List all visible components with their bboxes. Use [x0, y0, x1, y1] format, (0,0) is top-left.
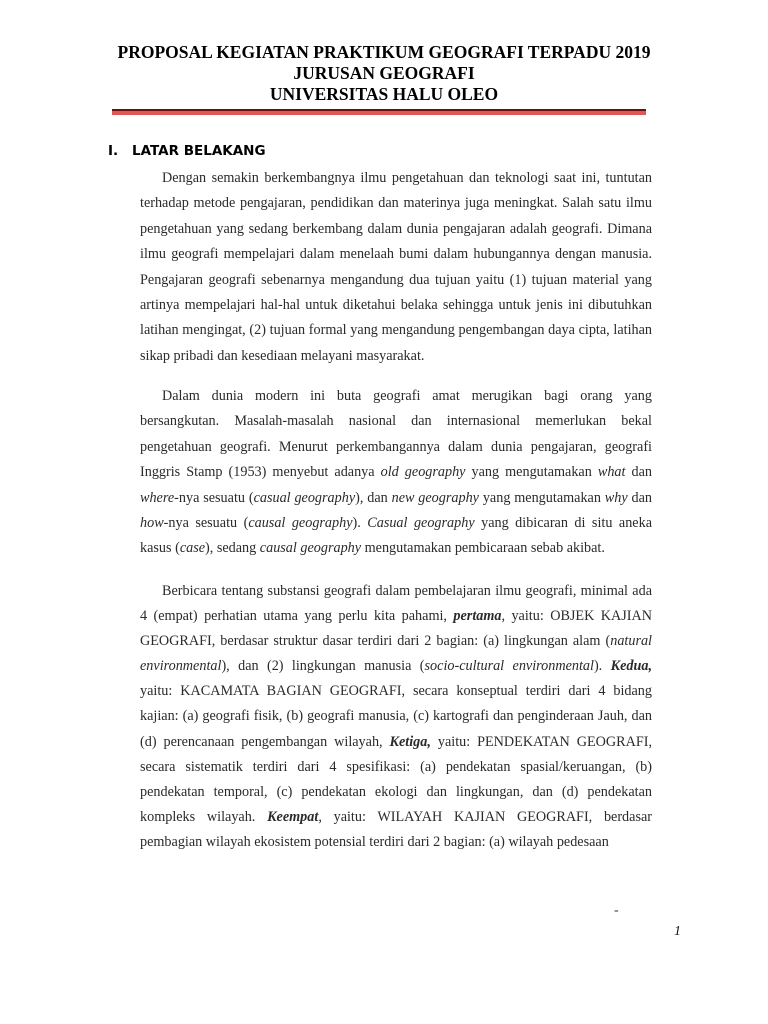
paragraph-text-run: , yaitu: OBJEK KAJIAN GEOGRAFI, berdasar struktur dasar terdiri dari 2 bagian: (a) lingkungan alam ( [140, 608, 652, 650]
paragraph-text-run: case [179, 540, 206, 557]
paragraph-text-run: where [140, 489, 175, 506]
paragraph-modern-world [140, 384, 652, 562]
footer-mark: - [614, 903, 619, 918]
paragraph-text-run: new geography [391, 489, 479, 506]
paragraph-text-run: ), sedang [205, 540, 260, 557]
paragraph-text-run: Ketiga, [389, 733, 431, 750]
paragraph-text-run: what [597, 464, 626, 481]
paragraph-text-run: yang dibicaran di situ aneka kasus ( [140, 515, 652, 557]
paragraph-text-run: Keempat [267, 808, 319, 825]
paragraph-text-run: dan [627, 489, 652, 506]
document-title: PROPOSAL KEGIATAN PRAKTIKUM GEOGRAFI TERPADU 2019 [117, 42, 651, 62]
paragraph-text-run: Dalam dunia modern ini buta geografi amat merugikan bagi orang yang bersangkutan. Masalah-masalah nasional dan internasional memerlukan bekal pengetahuan geografi. Menurut perkembangannya dalam dunia pengajaran, geografi Inggris Stamp (1953) menyebut adanya [140, 388, 652, 481]
paragraph-text-run: yaitu: PENDEKATAN GEOGRAFI, secara sistematik terdiri dari 4 spesifikasi: (a) pendekatan spasial/keruangan, (b) pendekatan temporal, (c) pendekatan ekologi dan lingkungan, dan (d) pendekatan kompleks wilayah. [140, 733, 652, 825]
university-name: UNIVERSITAS HALU OLEO [269, 84, 499, 104]
paragraph-text-run: ), dan [355, 489, 392, 506]
paragraph-text-run: dan [625, 464, 652, 481]
paragraph-text-run: -nya sesuatu ( [174, 489, 254, 506]
paragraph-text-run: , yaitu: WILAYAH KAJIAN GEOGRAFI, berdasar pembagian wilayah ekosistem potensial terdiri dari 2 bagian: (a) wilayah pedesaan [140, 808, 652, 850]
paragraph-text-run: ). [352, 515, 368, 532]
department-name: JURUSAN GEOGRAFI [293, 63, 475, 83]
paragraph-text-run: mengutamakan pembicaraan sebab akibat. [361, 540, 605, 557]
paragraph-text-run: ). [593, 658, 611, 675]
paragraph-background [140, 166, 652, 369]
paragraph-text-run: Casual geography [367, 515, 475, 532]
paragraph-text-run: natural environmental [140, 633, 652, 675]
section-heading [108, 143, 266, 159]
paragraph-text-run: yang mengutamakan [478, 489, 605, 506]
paragraph-text-run: socio-cultural environmental [424, 658, 594, 675]
paragraph-text-run: causal geography [259, 540, 362, 557]
paragraph-text-run: Berbicara tentang substansi geografi dalam pembelajaran ilmu geografi, minimal ada 4 (empat) perhatian utama yang perlu kita pahami, [140, 583, 652, 625]
paragraph-text-run: pertama [453, 608, 502, 625]
paragraph-text-run: ), dan (2) lingkungan manusia ( [221, 658, 425, 675]
paragraph-text-run: how [140, 515, 164, 532]
paragraph-text-run: why [604, 489, 628, 506]
page-number: 1 [674, 924, 681, 939]
section-number: I. [108, 143, 119, 159]
paragraph-text-run: old geography [380, 464, 466, 481]
paragraph-geography-substance [140, 579, 652, 855]
section-title: LATAR BELAKANG [132, 143, 266, 159]
paragraph-text-run: yang mengutamakan [465, 464, 598, 481]
paragraph-text-run: Dengan semakin berkembangnya ilmu pengetahuan dan teknologi saat ini, tuntutan terhadap metode pengajaran, pendidikan dan materinya juga meningkat. Salah satu ilmu pengetahuan yang sedang berkembang dalam dunia pengajaran adalah geografi. Dimana ilmu geografi mempelajari dalam menelaah bumi dalam hubungannya dengan manusia. Pengajaran geografi sebenarnya mengandung dua tujuan yaitu (1) tujuan material yang artinya mempelajari hal-hal untuk diketahui belaka sehingga untuk jenis ini dibutuhkan latihan mengingat, (2) tujuan formal yang mengandung pengembangan daya cipta, latihan sikap pribadi dan kesediaan melayani masyarakat. [140, 170, 652, 364]
paragraph-text-run: casual geography [253, 489, 356, 506]
header-divider-red [112, 111, 646, 115]
paragraph-text-run: causal geography [248, 515, 353, 532]
paragraph-text-run: -nya sesuatu ( [163, 515, 249, 532]
paragraph-text-run: Kedua, [610, 658, 653, 675]
paragraph-text-run: yaitu: KACAMATA BAGIAN GEOGRAFI, secara konseptual terdiri dari 4 bidang kajian: (a) geografi fisik, (b) geografi manusia, (c) kartografi dan penginderaan Jauh, dan (d) perencanaan pengembangan wilayah, [140, 683, 652, 750]
